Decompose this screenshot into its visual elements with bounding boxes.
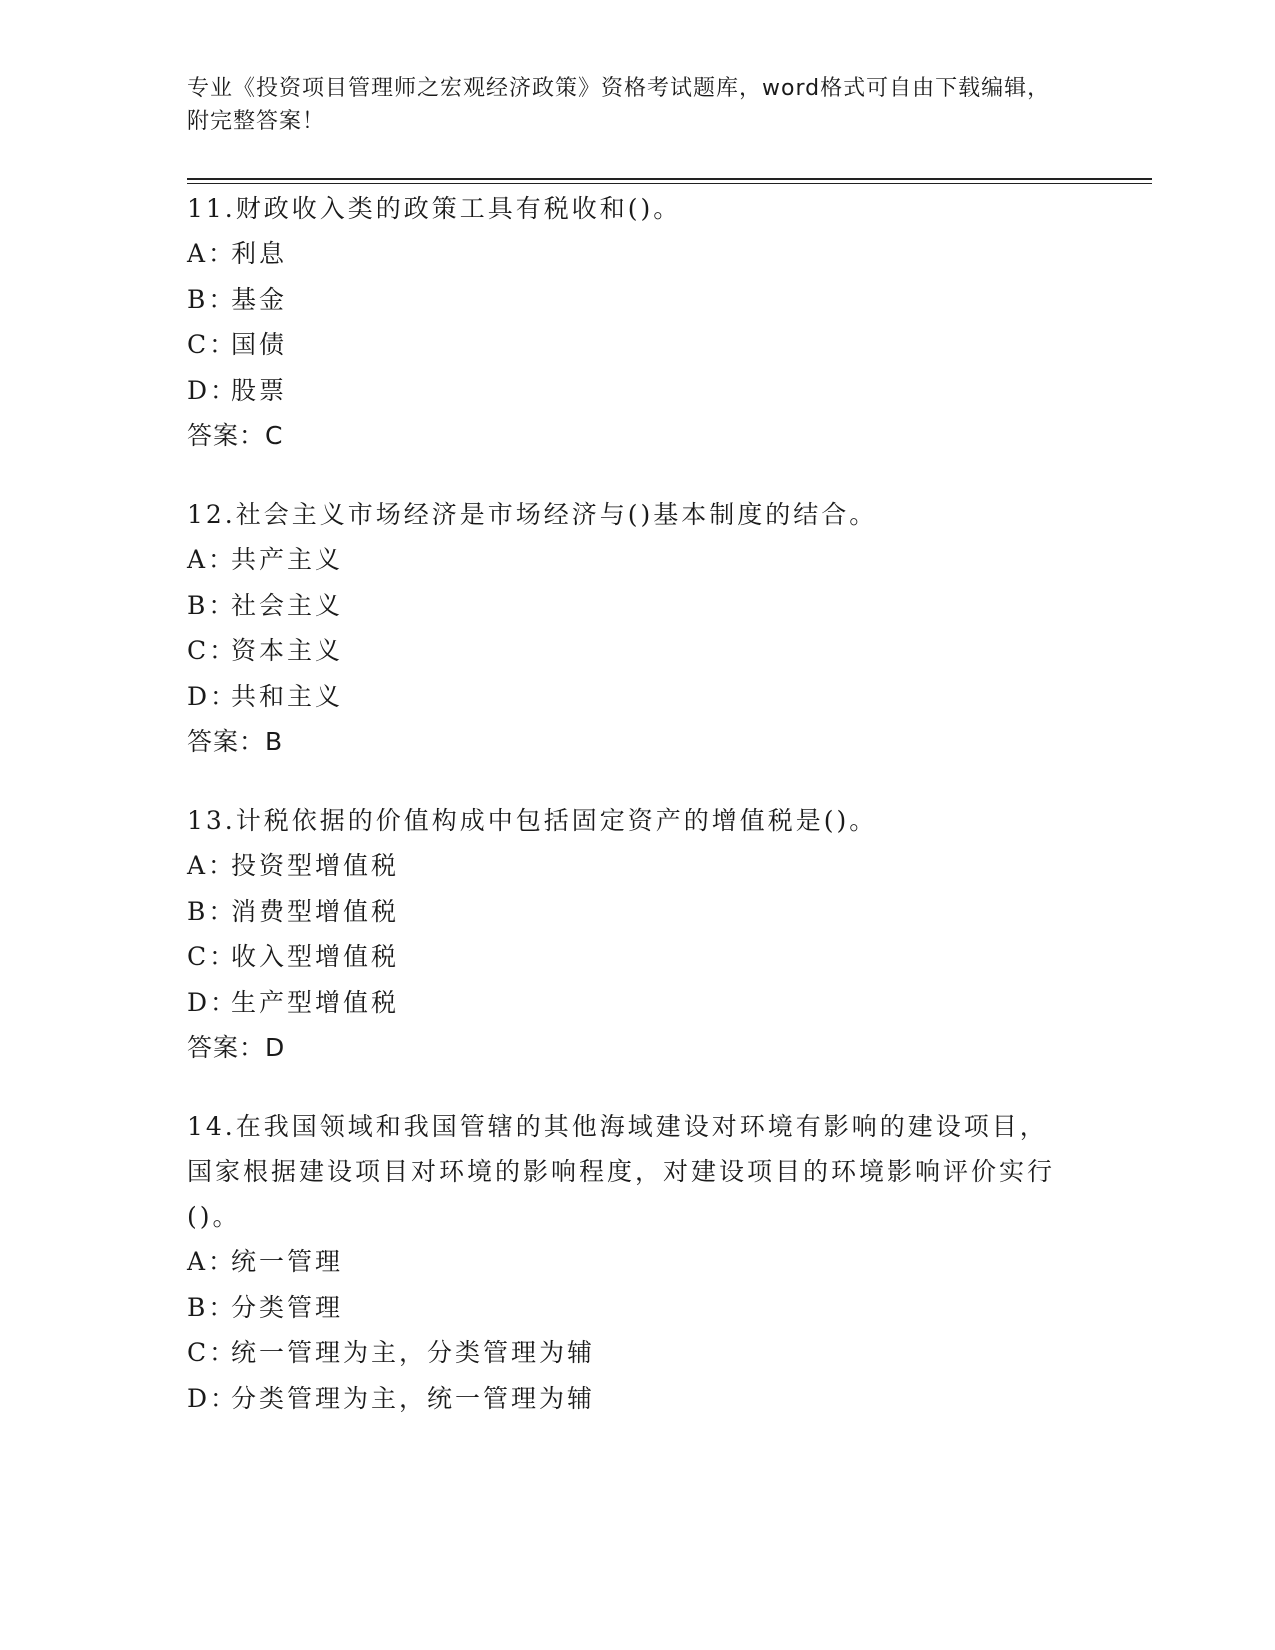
option-c (187, 934, 1067, 980)
option-text: 社会主义 (231, 590, 344, 620)
option-c (187, 322, 1067, 368)
option-text: 消费型增值税 (231, 896, 400, 926)
option-a (187, 1239, 1067, 1285)
option-key: D： (187, 1383, 239, 1413)
question-stem: 14.在我国领域和我国管辖的其他海域建设对环境有影响的建设项目，国家根据建设项目对环境的影响程度，对建设项目的环境影响评价实行()。 (187, 1112, 1056, 1231)
option-text: 国债 (231, 330, 288, 359)
option-key: D： (187, 987, 239, 1017)
option-text: 共产主义 (231, 545, 344, 574)
question-item (187, 186, 1067, 458)
option-key: B： (187, 896, 237, 926)
option-a (187, 537, 1067, 583)
option-text: 利息 (231, 239, 288, 268)
document-intro: 专业《投资项目管理师之宏观经济政策》资格考试题库，word格式可自由下载编辑，附完整答案！ (187, 76, 1051, 134)
option-b (187, 583, 1067, 629)
option-key: A： (187, 1247, 237, 1276)
option-c (187, 1330, 1067, 1376)
option-d (187, 674, 1067, 720)
option-key: B： (187, 1292, 237, 1322)
option-a (187, 843, 1067, 889)
option-d (187, 1376, 1067, 1422)
answer-line: 答案：D (187, 1033, 286, 1062)
question-stem: 12.社会主义市场经济是市场经济与()基本制度的结合。 (187, 500, 878, 529)
option-text: 分类管理 (231, 1292, 344, 1322)
option-key: D： (187, 375, 239, 405)
option-text: 共和主义 (231, 681, 344, 711)
option-a (187, 231, 1067, 277)
option-text: 资本主义 (231, 636, 344, 665)
option-b (187, 1285, 1067, 1331)
option-b (187, 889, 1067, 935)
option-text: 分类管理为主，统一管理为辅 (231, 1383, 596, 1413)
option-key: C： (187, 942, 238, 971)
option-c (187, 628, 1067, 674)
option-text: 收入型增值税 (231, 942, 400, 971)
question-item (187, 492, 1067, 764)
option-text: 投资型增值税 (231, 851, 400, 880)
option-key: A： (187, 545, 237, 574)
option-key: A： (187, 239, 237, 268)
question-item (187, 798, 1067, 1070)
answer-line: 答案：C (187, 421, 284, 450)
option-text: 统一管理 (231, 1247, 344, 1276)
option-key: A： (187, 851, 237, 880)
option-key: C： (187, 330, 238, 359)
option-key: C： (187, 1338, 238, 1367)
option-d (187, 980, 1067, 1026)
question-item (187, 1104, 1067, 1421)
option-key: B： (187, 284, 237, 314)
option-text: 生产型增值税 (231, 987, 400, 1017)
question-stem: 13.计税依据的价值构成中包括固定资产的增值税是()。 (187, 806, 878, 835)
header-divider (187, 178, 1152, 184)
question-list (187, 186, 1067, 1455)
answer-line: 答案：B (187, 727, 284, 756)
option-key: B： (187, 590, 237, 620)
option-text: 统一管理为主，分类管理为辅 (231, 1338, 596, 1367)
option-key: C： (187, 636, 238, 665)
option-d (187, 368, 1067, 414)
option-b (187, 277, 1067, 323)
option-text: 基金 (231, 284, 288, 314)
option-text: 股票 (231, 375, 288, 405)
question-stem: 11.财政收入类的政策工具有税收和()。 (187, 194, 682, 223)
option-key: D： (187, 681, 239, 711)
